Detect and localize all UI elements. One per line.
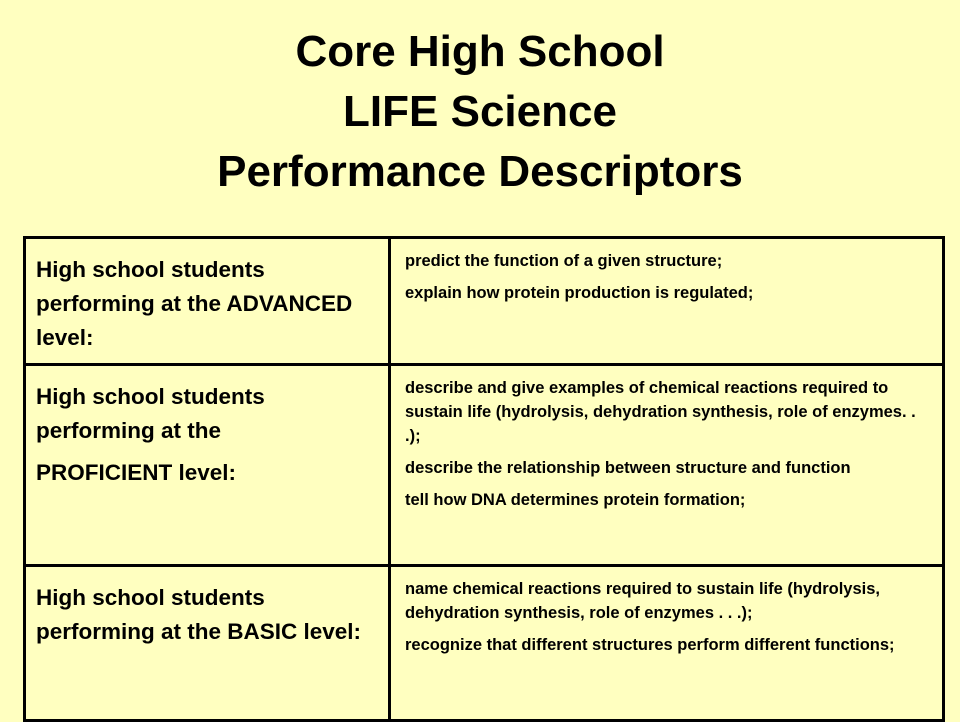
table-row-advanced xyxy=(25,238,944,365)
slide-title xyxy=(0,22,960,202)
descriptor-item: tell how DNA determines protein formation; xyxy=(405,491,746,509)
descriptor-cell-basic xyxy=(390,566,944,721)
title-line-2: LIFE Science xyxy=(343,87,617,136)
descriptors-table xyxy=(23,236,945,722)
level-cell-advanced xyxy=(25,238,390,365)
level-label-line-2: PROFICIENT level: xyxy=(36,460,237,485)
title-line-3: Performance Descriptors xyxy=(217,147,743,196)
table-row-basic xyxy=(25,566,944,721)
descriptor-item: describe and give examples of chemical reactions required to sustain life (hydrolysis, dehydration synthesis, role of enzymes. . .); xyxy=(405,379,916,445)
level-label: High school students performing at the BASIC level: xyxy=(36,585,362,644)
descriptor-item: recognize that different structures perform different functions; xyxy=(405,636,895,654)
descriptor-cell-proficient xyxy=(390,365,944,566)
descriptor-item: predict the function of a given structure; xyxy=(405,252,723,270)
descriptor-item: name chemical reactions required to sustain life (hydrolysis, dehydration synthesis, role of enzymes . . .); xyxy=(405,580,880,622)
level-cell-basic xyxy=(25,566,390,721)
title-line-1: Core High School xyxy=(295,27,665,76)
level-cell-proficient xyxy=(25,365,390,566)
descriptor-cell-advanced xyxy=(390,238,944,365)
table-row-proficient xyxy=(25,365,944,566)
descriptor-item: describe the relationship between structure and function xyxy=(405,459,851,477)
descriptor-item: explain how protein production is regulated; xyxy=(405,284,754,302)
level-label: High school students performing at the ADVANCED level: xyxy=(36,257,353,350)
level-label: High school students performing at the xyxy=(36,384,265,443)
